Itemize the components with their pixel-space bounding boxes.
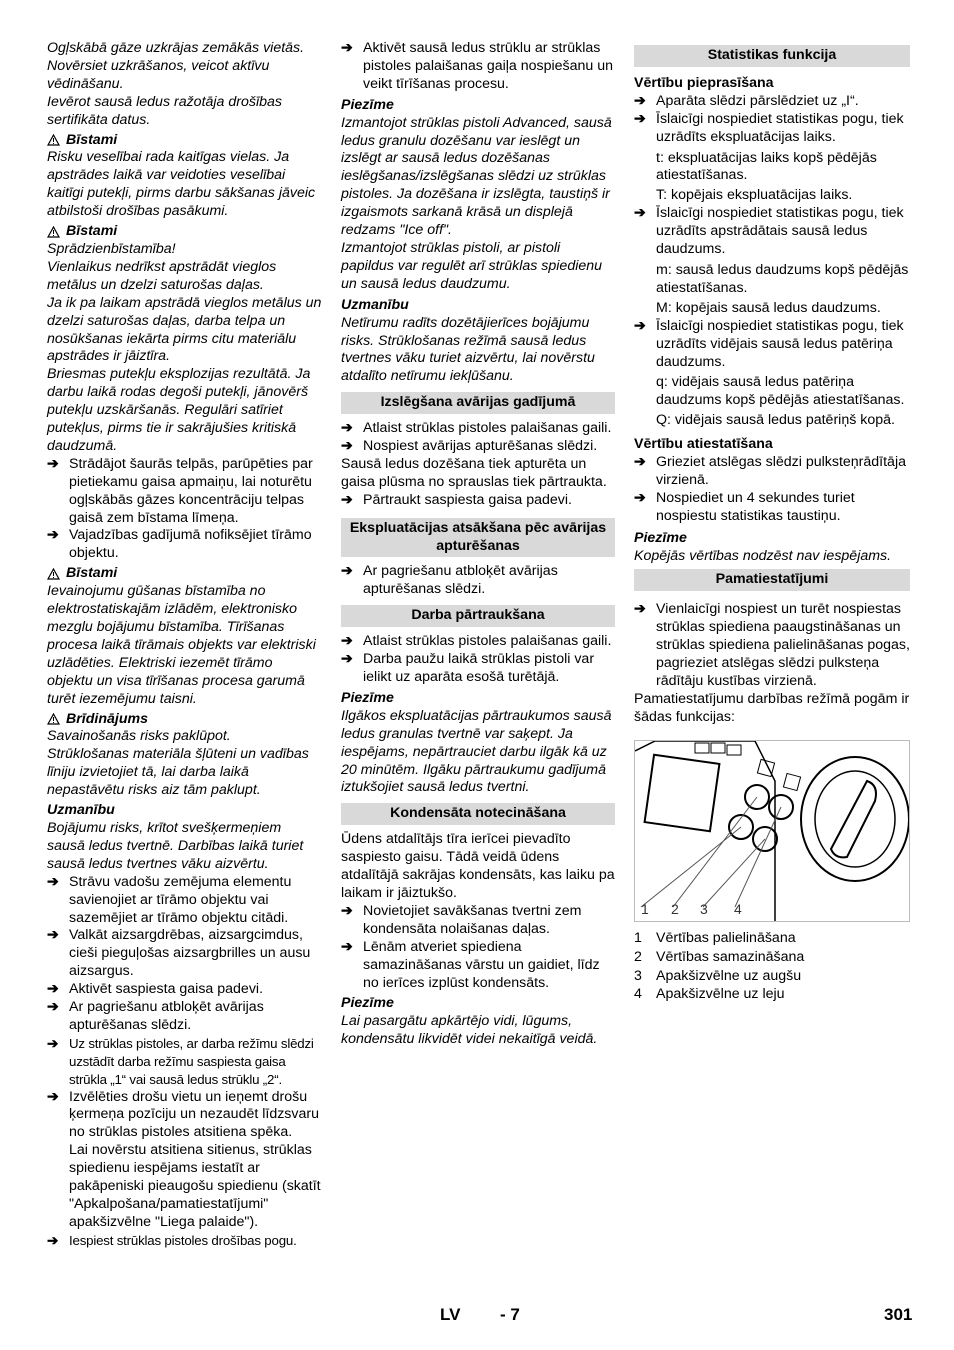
arrow-icon: ➔ xyxy=(341,651,353,668)
arrow-icon: ➔ xyxy=(47,1088,59,1105)
arrow-icon: ➔ xyxy=(634,317,646,334)
instruction: ➔ Ar pagriešanu atbloķēt avārijas apturēšanas slēdzi. xyxy=(341,563,558,598)
value-description: M: kopējais sausā ledus daudzums. xyxy=(656,299,881,316)
section-heading: Pamatiestatījumi xyxy=(634,569,910,591)
warning-label: Bīstami xyxy=(47,223,322,241)
legend-item: 2 Vērtības samazināšana xyxy=(634,948,805,965)
arrow-icon: ➔ xyxy=(47,981,59,998)
arrow-icon: ➔ xyxy=(341,40,353,56)
section-heading: Ekspluatācijas atsākšana pēc avārijas apturēšanas xyxy=(341,518,615,558)
warning-triangle-icon xyxy=(47,713,60,725)
column-1 xyxy=(47,40,322,1250)
instruction: ➔ Strādājot šaurās telpās, parūpēties par pietiekamu gaisa apmaiņu, lai noturētu ogļskābās gāzes koncentrāciju telpas gaisā zem bīstama līmeņa. xyxy=(47,455,313,526)
section-heading: Statistikas funkcija xyxy=(634,45,910,67)
instruction-detail: Lai novērstu atsitiena sitienus, strūklas spiedienu iespējams iestatīt ar pakāpeniski pieaugošu spiedienu (skatīt "Apkalpošana/pamatiestatījumi" apakšizvēlne "Liega palaide"). xyxy=(69,1142,321,1230)
paragraph: Sausā ledus dozēšana tiek apturēta un gaisa plūsma no sprauslas tiek pārtraukta. xyxy=(341,455,607,490)
callout-4: 4 xyxy=(734,900,742,917)
figure-legend xyxy=(634,930,910,1005)
arrow-icon: ➔ xyxy=(47,1035,58,1051)
warning-text: Sprādzienbīstamība! xyxy=(47,240,176,257)
callout-3: 3 xyxy=(700,900,708,917)
instruction: ➔ Aktivēt sausā ledus strūklu ar strūklas pistoles palaišanas gaiļa nospiešanu un veikt tīrīšanas procesu. xyxy=(341,40,614,92)
instruction: ➔ Strāvu vadošu zemējuma elementu savienojiet ar tīrāmo objektu vai sazemējiet ar tīrāmo objektu citādi. xyxy=(47,873,292,926)
paragraph: Pamatiestatījumu darbības režīmā pogām ir šādas funkcijas: xyxy=(634,690,910,725)
instruction: ➔ Aparāta slēdzi pārslēdziet uz „I“. xyxy=(634,92,859,109)
arrow-icon: ➔ xyxy=(634,601,646,618)
section-heading: Darba pārtraukšana xyxy=(341,605,615,627)
warning-text: Ievainojumu gūšanas bīstamība no elektrostatiskajām izlādēm, elektronisko mezglu bojājumu bīstamība. Tīrīšanas procesa laikā tīrāmais objekts var elektriski uzlādēties. Elektriski iezemēt tīrāmo objektu un visa tīrīšanas procesa garumā turēt iezemējumu taisni. xyxy=(47,583,316,707)
warning-label: Bīstami xyxy=(47,565,322,583)
instruction: ➔ Īslaicīgi nospiediet statistikas pogu, tiek uzrādīts vidējais sausā ledus patēriņa daudzums. xyxy=(634,317,904,370)
arrow-icon: ➔ xyxy=(634,454,646,471)
attention-label: Uzmanību xyxy=(341,296,409,313)
arrow-icon: ➔ xyxy=(341,938,353,955)
legend-item: 1 Vērtības palielināšana xyxy=(634,929,796,946)
instruction: ➔ Darba paužu laikā strūklas pistoli var ielikt uz aparāta esošā turētājā. xyxy=(341,651,595,685)
note-label: Piezīme xyxy=(341,96,394,113)
legend-item: 3 Apakšizvēlne uz augšu xyxy=(634,967,802,984)
warning-text: Risku veselībai rada kaitīgas vielas. Ja apstrādes laikā var veidoties veselībai kaitīgi putekļi, pirms darbu sākšanas jāveic atbilstoši drošības pasākumi. xyxy=(47,149,316,220)
value-description: Q: vidējais sausā ledus patēriņš kopā. xyxy=(656,412,895,429)
callout-2: 2 xyxy=(671,900,679,917)
instruction: ➔ Vajadzības gadījumā nofiksējiet tīrāmo objektu. xyxy=(47,527,312,562)
footer-section-page: - 7 xyxy=(500,1305,520,1324)
control-panel-illustration xyxy=(635,741,909,921)
caution-text: Savainošanās risks paklūpot. xyxy=(47,728,231,745)
arrow-icon: ➔ xyxy=(47,873,59,890)
instruction: ➔ Valkāt aizsargdrēbas, aizsargcimdus, cieši pieguļošas aizsargbrilles un ausu aizsargus. xyxy=(47,927,311,980)
subheading: Vērtību pieprasīšana xyxy=(634,74,774,91)
warning-triangle-icon xyxy=(47,568,60,580)
value-description: q: vidējais sausā ledus patēriņa daudzums kopš pēdējās atiestatīšanas. xyxy=(656,374,905,409)
footer-language: LV xyxy=(440,1305,461,1324)
arrow-icon: ➔ xyxy=(341,633,353,650)
warning-label: Bīstami xyxy=(47,132,322,150)
note-text: Izmantojot strūklas pistoli Advanced, sausā ledus granulu dozēšanu var ieslēgt un izslēgt ar sausā ledus dozēšanas ieslēgšanas/izslēgšanas slēdzi uz strūklas pistoles. Ja dozēšana ir izslēgta, taustiņš ir izgaismots sarkanā krāsā un displejā redzams "Ice off". xyxy=(341,114,612,239)
warning-text: Briesmas putekļu eksplozijas rezultātā. Ja darbu laikā rodas degoši putekļi, jānovērš putekļu uzskāršanās. Regulāri satīriet putekļus, pirms tie ir sakrājušies kritiskā daudzumā. xyxy=(47,366,311,454)
note-label: Piezīme xyxy=(341,689,394,706)
warning-text: Ja ik pa laikam apstrādā vieglos metālus un dzelzi saturošas daļas, darba telpa un nosūkšanas iekārta pirms citu materiālu apstrādes ir jāiztīra. xyxy=(47,294,322,365)
arrow-icon: ➔ xyxy=(634,110,646,127)
note-text: Izmantojot strūklas pistoli, ar pistoli papildus var regulēt arī strūklas spiedienu un sausā ledus daudzumu. xyxy=(341,239,603,292)
footer-page-number: 301 xyxy=(884,1305,913,1324)
note-label: Piezīme xyxy=(634,529,687,546)
arrow-icon: ➔ xyxy=(634,489,646,506)
caution-text: Strūklošanas materiāla šļūteni un vadības līniju izvietojiet tā, lai darba laikā nepastāvētu risks aiz tām paklupt. xyxy=(47,746,309,799)
note-label: Piezīme xyxy=(341,995,394,1012)
arrow-icon: ➔ xyxy=(341,491,353,508)
warning-triangle-icon xyxy=(47,226,60,238)
paragraph: Ūdens atdalītājs tīra ierīcei pievadīto saspiesto gaisu. Tādā veidā ūdens atdalītājā sakrājas kondensāts, kas laiku pa laikam ir jāiztukšo. xyxy=(341,831,615,901)
instruction: ➔ Pārtraukt saspiesta gaisa padevi. xyxy=(341,491,572,508)
column-3 xyxy=(634,40,910,1004)
value-description: m: sausā ledus daudzums kopš pēdējās atiestatīšanas. xyxy=(656,261,909,296)
instruction: ➔ Vienlaicīgi nospiest un turēt nospiestas strūklas spiediena paaugstināšanas un strūklas spiediena palielināšanas pogas, pagrieziet atslēgas slēdzi pulksteņa rādītāju kustības virzienā. xyxy=(634,601,910,689)
intro-1: Ogļskābā gāze uzkrājas zemākās vietās. Novērsiet uzkrāšanos, veicot aktīvu vēdināšanu. xyxy=(47,40,305,92)
instruction: ➔ Ar pagriešanu atbloķēt avārijas apturēšanas slēdzi. xyxy=(47,999,264,1033)
instruction: ➔ Īslaicīgi nospiediet statistikas pogu, tiek uzrādīts ekspluatācijas laiks. xyxy=(634,110,904,145)
value-description: t: ekspluatācijas laiks kopš pēdējās atiestatīšanas. xyxy=(656,149,877,184)
warning-text: Vienlaikus nedrīkst apstrādāt vieglos metālus un dzelzi saturošas daļas. xyxy=(47,258,277,293)
instruction: ➔ Atlaist strūklas pistoles palaišanas gaili. xyxy=(341,420,612,437)
instruction: ➔ Nospiediet un 4 sekundes turiet nospiestu statistikas taustiņu. xyxy=(634,489,855,524)
arrow-icon: ➔ xyxy=(341,420,353,437)
subheading: Vērtību atiestatīšana xyxy=(634,436,773,453)
instruction: ➔ Nospiest avārijas apturēšanas slēdzi. xyxy=(341,438,598,455)
attention-text: Netīrumu radīts dozētājierīces bojājumu risks. Strūklošanas režīmā sausā ledus tvertnes vāku turiet aizvērtu, lai novērstu atdalīto netīrumu iekļūšanu. xyxy=(341,314,595,385)
arrow-icon: ➔ xyxy=(341,438,353,455)
instruction: ➔ Atlaist strūklas pistoles palaišanas gaili. xyxy=(341,633,612,650)
note-text: Lai pasargātu apkārtējo vidi, lūgums, kondensātu likvidēt videi nekaitīgā veidā. xyxy=(341,1013,598,1048)
arrow-icon: ➔ xyxy=(47,455,59,472)
arrow-icon: ➔ xyxy=(47,1232,58,1248)
instruction: ➔ Īslaicīgi nospiediet statistikas pogu, tiek uzrādīts apstrādātais sausā ledus daudzums. xyxy=(634,205,904,258)
instruction: ➔ Novietojiet savākšanas tvertni zem kondensāta nolaišanas daļas. xyxy=(341,902,582,937)
callout-1: 1 xyxy=(641,900,649,917)
instruction: ➔ Lēnām atveriet spiediena samazināšanas vārstu un gaidiet, līdz no ierīces izplūst kondensāts. xyxy=(341,938,600,991)
caution-label: Brīdinājums xyxy=(47,711,322,729)
instruction: ➔ Grieziet atslēgas slēdzi pulksteņrādītāja virzienā. xyxy=(634,454,906,488)
arrow-icon: ➔ xyxy=(634,205,646,222)
arrow-icon: ➔ xyxy=(47,999,59,1016)
intro-2: Ievērot sausā ledus ražotāja drošības sertifikāta datus. xyxy=(47,93,283,128)
attention-label: Uzmanību xyxy=(47,802,115,819)
instruction: ➔ Uz strūklas pistoles, ar darba režīmu slēdzi uzstādīt darba režīmu saspiesta gaisa strūkla „1“ vai sausā ledus strūklu „2“. xyxy=(47,1035,314,1087)
column-2 xyxy=(341,40,615,1049)
legend-item: 4 Apakšizvēlne uz leju xyxy=(634,986,785,1003)
section-heading: Kondensāta notecināšana xyxy=(341,803,615,825)
attention-text: Bojājumu risks, krītot svešķermeņiem sausā ledus tvertnē. Darbības laikā turiet sausā ledus tvertnes vāku aizvērtu. xyxy=(47,819,304,872)
note-text: Ilgākos ekspluatācijas pārtraukumos sausā ledus granulas tvertnē var saķept. Ja iespējams, nepārtrauciet darbu ilgāk kā uz 20 minūtēm. Ilgāku pārtraukumu gadījumā iztukšojiet sausā ledus tvertni. xyxy=(341,707,612,796)
instruction: ➔ Aktivēt saspiesta gaisa padevi. xyxy=(47,981,264,998)
instruction: ➔ Izvēlēties drošu vietu un ieņemt drošu ķermeņa pozīciju un nezaudēt līdzsvaru no strūklas pistoles atsitiena spēka. xyxy=(47,1088,319,1141)
arrow-icon: ➔ xyxy=(47,927,59,944)
instruction: ➔ Iespiest strūklas pistoles drošības pogu. xyxy=(47,1232,297,1248)
arrow-icon: ➔ xyxy=(634,92,646,109)
warning-triangle-icon xyxy=(47,134,60,146)
arrow-icon: ➔ xyxy=(341,902,353,919)
arrow-icon: ➔ xyxy=(341,563,353,580)
control-panel-figure xyxy=(634,740,910,922)
note-text: Kopējās vērtības nodzēst nav iespējams. xyxy=(634,547,892,564)
arrow-icon: ➔ xyxy=(47,527,59,544)
value-description: T: kopējais ekspluatācijas laiks. xyxy=(656,187,853,204)
section-heading: Izslēgšana avārijas gadījumā xyxy=(341,392,615,414)
